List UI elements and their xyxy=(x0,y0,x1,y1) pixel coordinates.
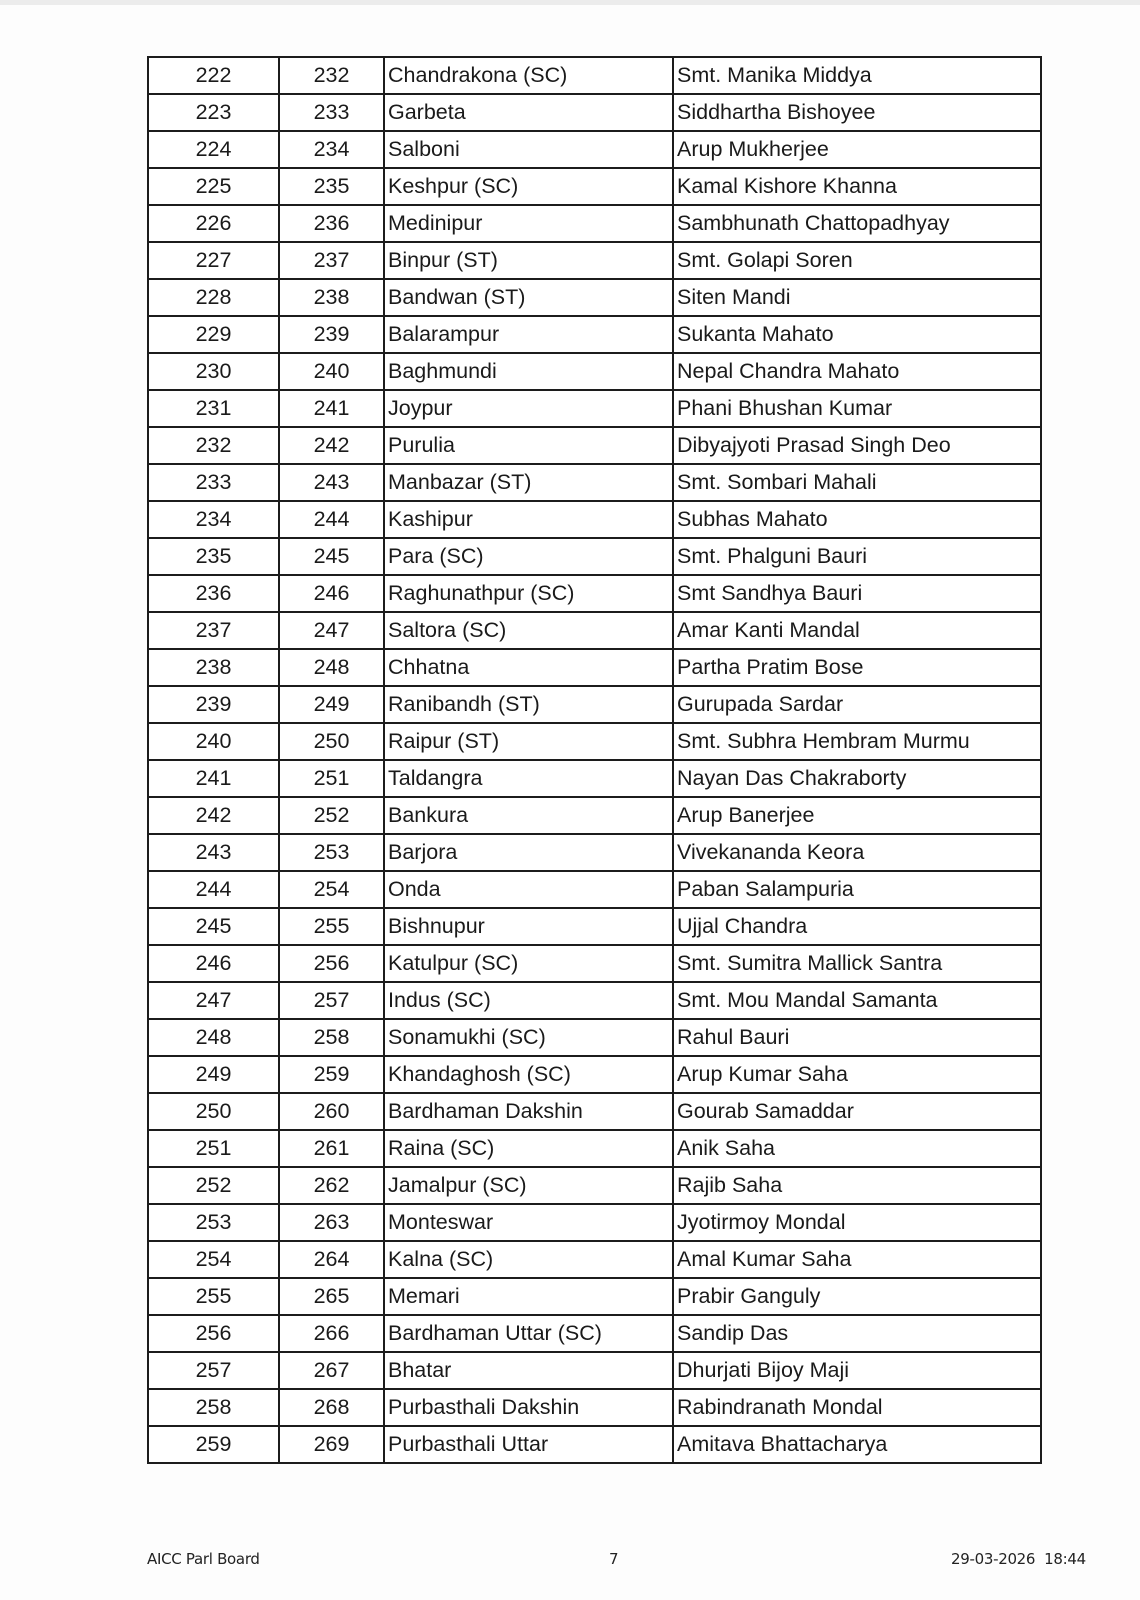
constituency-cell: Bishnupur xyxy=(384,908,673,945)
constituency-cell: Kalna (SC) xyxy=(384,1241,673,1278)
table-row xyxy=(148,1167,1041,1204)
table-row xyxy=(148,501,1041,538)
candidate-name-cell: Sukanta Mahato xyxy=(673,316,1041,353)
candidate-name-cell: Jyotirmoy Mondal xyxy=(673,1204,1041,1241)
table-row xyxy=(148,1130,1041,1167)
ac-number-cell: 249 xyxy=(279,686,384,723)
constituency-cell: Salboni xyxy=(384,131,673,168)
serial-number-cell: 224 xyxy=(148,131,279,168)
ac-number-cell: 251 xyxy=(279,760,384,797)
serial-number-cell: 254 xyxy=(148,1241,279,1278)
serial-number-cell: 227 xyxy=(148,242,279,279)
footer-organization: AICC Parl Board xyxy=(147,1550,260,1568)
ac-number-cell: 243 xyxy=(279,464,384,501)
candidate-name-cell: Arup Kumar Saha xyxy=(673,1056,1041,1093)
constituency-cell: Chandrakona (SC) xyxy=(384,57,673,94)
candidate-name-cell: Sandip Das xyxy=(673,1315,1041,1352)
serial-number-cell: 231 xyxy=(148,390,279,427)
candidate-name-cell: Rahul Bauri xyxy=(673,1019,1041,1056)
ac-number-cell: 266 xyxy=(279,1315,384,1352)
ac-number-cell: 235 xyxy=(279,168,384,205)
candidate-name-cell: Amal Kumar Saha xyxy=(673,1241,1041,1278)
table-row xyxy=(148,1204,1041,1241)
constituency-cell: Purulia xyxy=(384,427,673,464)
serial-number-cell: 244 xyxy=(148,871,279,908)
serial-number-cell: 249 xyxy=(148,1056,279,1093)
table-row xyxy=(148,1315,1041,1352)
top-edge-strip xyxy=(0,0,1140,5)
candidate-name-cell: Arup Banerjee xyxy=(673,797,1041,834)
table-row xyxy=(148,834,1041,871)
table-row xyxy=(148,723,1041,760)
serial-number-cell: 241 xyxy=(148,760,279,797)
serial-number-cell: 233 xyxy=(148,464,279,501)
table-row xyxy=(148,982,1041,1019)
table-row xyxy=(148,205,1041,242)
table-row xyxy=(148,612,1041,649)
serial-number-cell: 250 xyxy=(148,1093,279,1130)
constituency-cell: Keshpur (SC) xyxy=(384,168,673,205)
ac-number-cell: 238 xyxy=(279,279,384,316)
serial-number-cell: 240 xyxy=(148,723,279,760)
constituency-cell: Chhatna xyxy=(384,649,673,686)
table-row xyxy=(148,575,1041,612)
table-row xyxy=(148,279,1041,316)
candidate-name-cell: Kamal Kishore Khanna xyxy=(673,168,1041,205)
candidate-name-cell: Smt Sandhya Bauri xyxy=(673,575,1041,612)
serial-number-cell: 248 xyxy=(148,1019,279,1056)
candidate-name-cell: Ujjal Chandra xyxy=(673,908,1041,945)
constituency-cell: Bhatar xyxy=(384,1352,673,1389)
table-row xyxy=(148,538,1041,575)
candidate-list-table xyxy=(147,56,1042,1464)
ac-number-cell: 254 xyxy=(279,871,384,908)
constituency-cell: Monteswar xyxy=(384,1204,673,1241)
serial-number-cell: 223 xyxy=(148,94,279,131)
serial-number-cell: 253 xyxy=(148,1204,279,1241)
candidate-name-cell: Partha Pratim Bose xyxy=(673,649,1041,686)
serial-number-cell: 235 xyxy=(148,538,279,575)
candidate-name-cell: Phani Bhushan Kumar xyxy=(673,390,1041,427)
table-row xyxy=(148,316,1041,353)
serial-number-cell: 257 xyxy=(148,1352,279,1389)
constituency-cell: Khandaghosh (SC) xyxy=(384,1056,673,1093)
table-row xyxy=(148,760,1041,797)
serial-number-cell: 225 xyxy=(148,168,279,205)
ac-number-cell: 264 xyxy=(279,1241,384,1278)
serial-number-cell: 245 xyxy=(148,908,279,945)
candidate-name-cell: Siddhartha Bishoyee xyxy=(673,94,1041,131)
constituency-cell: Onda xyxy=(384,871,673,908)
ac-number-cell: 257 xyxy=(279,982,384,1019)
table-row xyxy=(148,168,1041,205)
candidate-name-cell: Gurupada Sardar xyxy=(673,686,1041,723)
serial-number-cell: 229 xyxy=(148,316,279,353)
candidate-name-cell: Rajib Saha xyxy=(673,1167,1041,1204)
ac-number-cell: 244 xyxy=(279,501,384,538)
constituency-cell: Baghmundi xyxy=(384,353,673,390)
table-row xyxy=(148,1278,1041,1315)
serial-number-cell: 234 xyxy=(148,501,279,538)
table-row xyxy=(148,1426,1041,1463)
constituency-cell: Taldangra xyxy=(384,760,673,797)
serial-number-cell: 222 xyxy=(148,57,279,94)
candidate-name-cell: Dibyajyoti Prasad Singh Deo xyxy=(673,427,1041,464)
ac-number-cell: 246 xyxy=(279,575,384,612)
table-row xyxy=(148,945,1041,982)
ac-number-cell: 267 xyxy=(279,1352,384,1389)
constituency-cell: Binpur (ST) xyxy=(384,242,673,279)
table-row xyxy=(148,871,1041,908)
serial-number-cell: 255 xyxy=(148,1278,279,1315)
serial-number-cell: 228 xyxy=(148,279,279,316)
candidate-name-cell: Prabir Ganguly xyxy=(673,1278,1041,1315)
constituency-cell: Saltora (SC) xyxy=(384,612,673,649)
table-row xyxy=(148,1241,1041,1278)
candidate-name-cell: Smt. Sumitra Mallick Santra xyxy=(673,945,1041,982)
ac-number-cell: 253 xyxy=(279,834,384,871)
serial-number-cell: 236 xyxy=(148,575,279,612)
constituency-cell: Garbeta xyxy=(384,94,673,131)
ac-number-cell: 234 xyxy=(279,131,384,168)
ac-number-cell: 259 xyxy=(279,1056,384,1093)
constituency-cell: Joypur xyxy=(384,390,673,427)
table-row xyxy=(148,1056,1041,1093)
table-row xyxy=(148,390,1041,427)
ac-number-cell: 262 xyxy=(279,1167,384,1204)
constituency-cell: Raghunathpur (SC) xyxy=(384,575,673,612)
ac-number-cell: 260 xyxy=(279,1093,384,1130)
serial-number-cell: 256 xyxy=(148,1315,279,1352)
candidate-name-cell: Rabindranath Mondal xyxy=(673,1389,1041,1426)
constituency-cell: Sonamukhi (SC) xyxy=(384,1019,673,1056)
constituency-cell: Purbasthali Uttar xyxy=(384,1426,673,1463)
constituency-cell: Bardhaman Dakshin xyxy=(384,1093,673,1130)
constituency-cell: Balarampur xyxy=(384,316,673,353)
ac-number-cell: 239 xyxy=(279,316,384,353)
ac-number-cell: 248 xyxy=(279,649,384,686)
candidate-name-cell: Sambhunath Chattopadhyay xyxy=(673,205,1041,242)
ac-number-cell: 242 xyxy=(279,427,384,464)
ac-number-cell: 241 xyxy=(279,390,384,427)
table-row xyxy=(148,464,1041,501)
ac-number-cell: 258 xyxy=(279,1019,384,1056)
constituency-cell: Jamalpur (SC) xyxy=(384,1167,673,1204)
ac-number-cell: 265 xyxy=(279,1278,384,1315)
constituency-cell: Kashipur xyxy=(384,501,673,538)
ac-number-cell: 245 xyxy=(279,538,384,575)
serial-number-cell: 230 xyxy=(148,353,279,390)
candidate-name-cell: Subhas Mahato xyxy=(673,501,1041,538)
candidate-name-cell: Vivekananda Keora xyxy=(673,834,1041,871)
candidate-name-cell: Arup Mukherjee xyxy=(673,131,1041,168)
candidate-name-cell: Nayan Das Chakraborty xyxy=(673,760,1041,797)
constituency-cell: Bandwan (ST) xyxy=(384,279,673,316)
serial-number-cell: 237 xyxy=(148,612,279,649)
ac-number-cell: 240 xyxy=(279,353,384,390)
candidate-name-cell: Amar Kanti Mandal xyxy=(673,612,1041,649)
constituency-cell: Bardhaman Uttar (SC) xyxy=(384,1315,673,1352)
ac-number-cell: 233 xyxy=(279,94,384,131)
table-row xyxy=(148,686,1041,723)
constituency-cell: Manbazar (ST) xyxy=(384,464,673,501)
constituency-cell: Raipur (ST) xyxy=(384,723,673,760)
serial-number-cell: 252 xyxy=(148,1167,279,1204)
constituency-cell: Raina (SC) xyxy=(384,1130,673,1167)
candidate-name-cell: Gourab Samaddar xyxy=(673,1093,1041,1130)
serial-number-cell: 247 xyxy=(148,982,279,1019)
table-row xyxy=(148,94,1041,131)
table-row xyxy=(148,1093,1041,1130)
serial-number-cell: 243 xyxy=(148,834,279,871)
ac-number-cell: 232 xyxy=(279,57,384,94)
ac-number-cell: 252 xyxy=(279,797,384,834)
candidate-name-cell: Paban Salampuria xyxy=(673,871,1041,908)
constituency-cell: Para (SC) xyxy=(384,538,673,575)
table-row xyxy=(148,427,1041,464)
serial-number-cell: 239 xyxy=(148,686,279,723)
serial-number-cell: 226 xyxy=(148,205,279,242)
serial-number-cell: 242 xyxy=(148,797,279,834)
candidate-name-cell: Siten Mandi xyxy=(673,279,1041,316)
candidate-name-cell: Dhurjati Bijoy Maji xyxy=(673,1352,1041,1389)
candidate-name-cell: Smt. Mou Mandal Samanta xyxy=(673,982,1041,1019)
candidate-name-cell: Amitava Bhattacharya xyxy=(673,1426,1041,1463)
ac-number-cell: 269 xyxy=(279,1426,384,1463)
table-row xyxy=(148,1352,1041,1389)
constituency-cell: Barjora xyxy=(384,834,673,871)
serial-number-cell: 251 xyxy=(148,1130,279,1167)
table-body xyxy=(148,57,1041,1463)
candidate-name-cell: Smt. Phalguni Bauri xyxy=(673,538,1041,575)
constituency-cell: Bankura xyxy=(384,797,673,834)
serial-number-cell: 246 xyxy=(148,945,279,982)
footer-datetime: 29-03-2026 18:44 xyxy=(951,1550,1086,1568)
candidate-name-cell: Smt. Subhra Hembram Murmu xyxy=(673,723,1041,760)
ac-number-cell: 263 xyxy=(279,1204,384,1241)
table-row xyxy=(148,649,1041,686)
table-row xyxy=(148,797,1041,834)
ac-number-cell: 236 xyxy=(279,205,384,242)
constituency-cell: Ranibandh (ST) xyxy=(384,686,673,723)
table-row xyxy=(148,908,1041,945)
table-row xyxy=(148,57,1041,94)
ac-number-cell: 237 xyxy=(279,242,384,279)
candidate-name-cell: Smt. Golapi Soren xyxy=(673,242,1041,279)
serial-number-cell: 259 xyxy=(148,1426,279,1463)
table-row xyxy=(148,131,1041,168)
table-row xyxy=(148,1389,1041,1426)
ac-number-cell: 256 xyxy=(279,945,384,982)
ac-number-cell: 247 xyxy=(279,612,384,649)
candidate-name-cell: Anik Saha xyxy=(673,1130,1041,1167)
ac-number-cell: 250 xyxy=(279,723,384,760)
constituency-cell: Memari xyxy=(384,1278,673,1315)
candidate-name-cell: Smt. Manika Middya xyxy=(673,57,1041,94)
constituency-cell: Indus (SC) xyxy=(384,982,673,1019)
candidate-name-cell: Smt. Sombari Mahali xyxy=(673,464,1041,501)
table-row xyxy=(148,353,1041,390)
constituency-cell: Katulpur (SC) xyxy=(384,945,673,982)
footer-page-number: 7 xyxy=(609,1550,619,1568)
serial-number-cell: 238 xyxy=(148,649,279,686)
serial-number-cell: 232 xyxy=(148,427,279,464)
serial-number-cell: 258 xyxy=(148,1389,279,1426)
table-row xyxy=(148,1019,1041,1056)
ac-number-cell: 261 xyxy=(279,1130,384,1167)
table-row xyxy=(148,242,1041,279)
constituency-cell: Purbasthali Dakshin xyxy=(384,1389,673,1426)
candidate-name-cell: Nepal Chandra Mahato xyxy=(673,353,1041,390)
constituency-cell: Medinipur xyxy=(384,205,673,242)
ac-number-cell: 268 xyxy=(279,1389,384,1426)
ac-number-cell: 255 xyxy=(279,908,384,945)
